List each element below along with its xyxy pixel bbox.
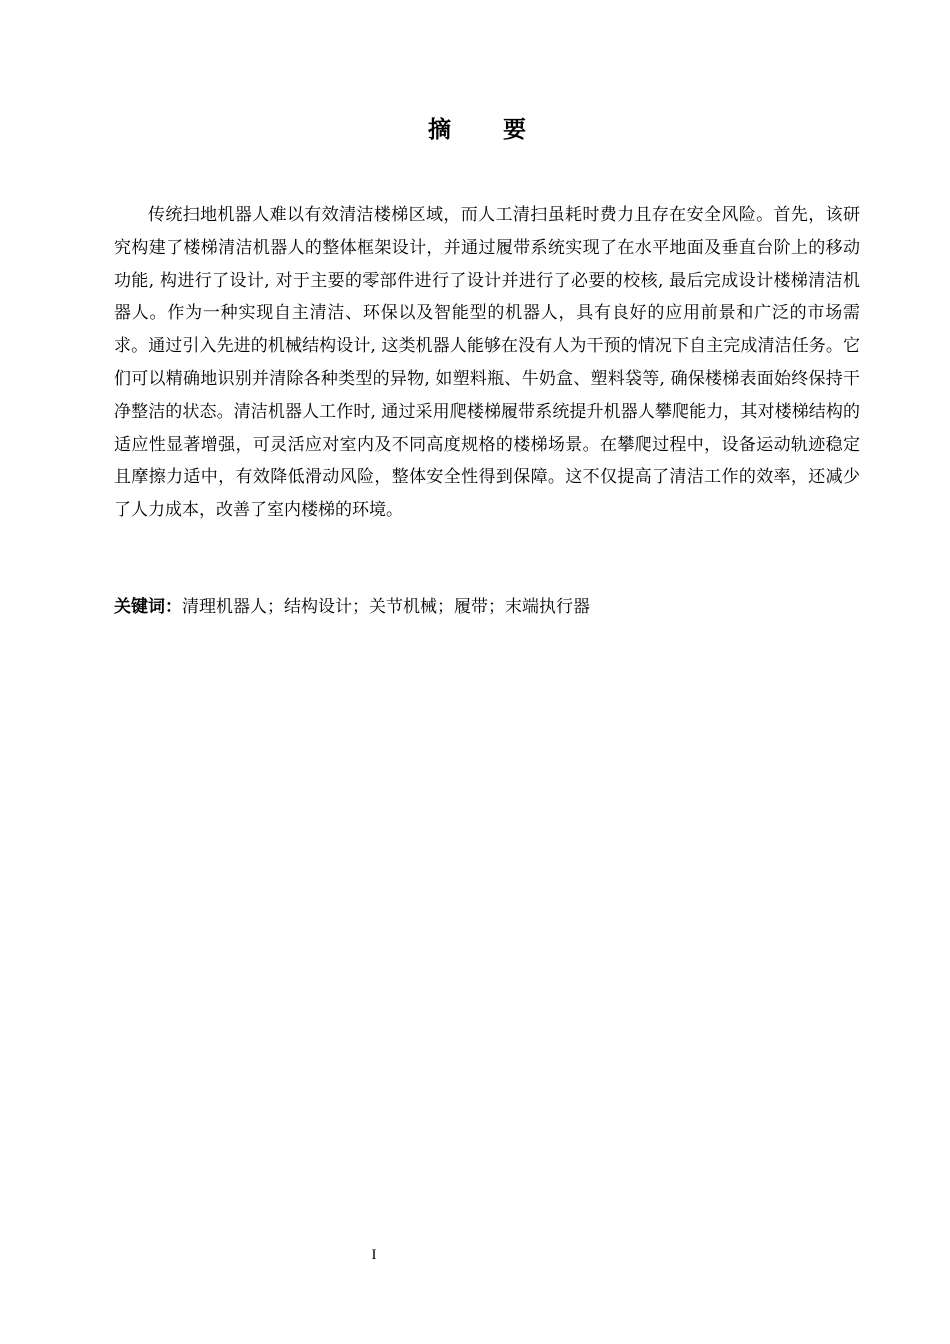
abstract-title: 摘 要 <box>427 117 548 143</box>
keywords-list: 清理机器人；结构设计；关节机械；履带；末端执行器 <box>182 597 590 617</box>
page-number: I <box>371 1247 377 1263</box>
abstract-body: 传统扫地机器人难以有效清洁楼梯区域，而人工清扫虽耗时费力且存在安全风险。首先，该研究构建了楼梯清洁机器人的整体框架设计，并通过履带系统实现了在水平地面及垂直台阶上的移动功能, 构进行了设计, 对于主要的零部件进行了设计并进行了必要的校核, 最后完成设计楼梯清洁机器人。作为一种实现自主清洁、环保以及智能型的机器人，具有良好的应用前景和广泛的市场需求。通过引入先进的机械结构设计, 这类机器人能够在没有人为干预的情况下自主完成清洁任务。它们可以精确地识别并清除各种类型的异物, 如塑料瓶、牛奶盒、塑料袋等, 确保楼梯表面始终保持干净整洁的状态。清洁机器人工作时, 通过采用爬楼梯履带系统提升机器人攀爬能力，其对楼梯结构的适应性显著增强，可灵活应对室内及不同高度规格的楼梯场景。在攀爬过程中，设备运动轨迹稳定且摩擦力适中，有效降低滑动风险，整体安全性得到保障。这不仅提高了清洁工作的效率，还减少了人力成本，改善了室内楼梯的环境。 <box>114 205 860 521</box>
keywords-line <box>114 591 860 623</box>
keywords-label: 关键词： <box>114 597 182 617</box>
